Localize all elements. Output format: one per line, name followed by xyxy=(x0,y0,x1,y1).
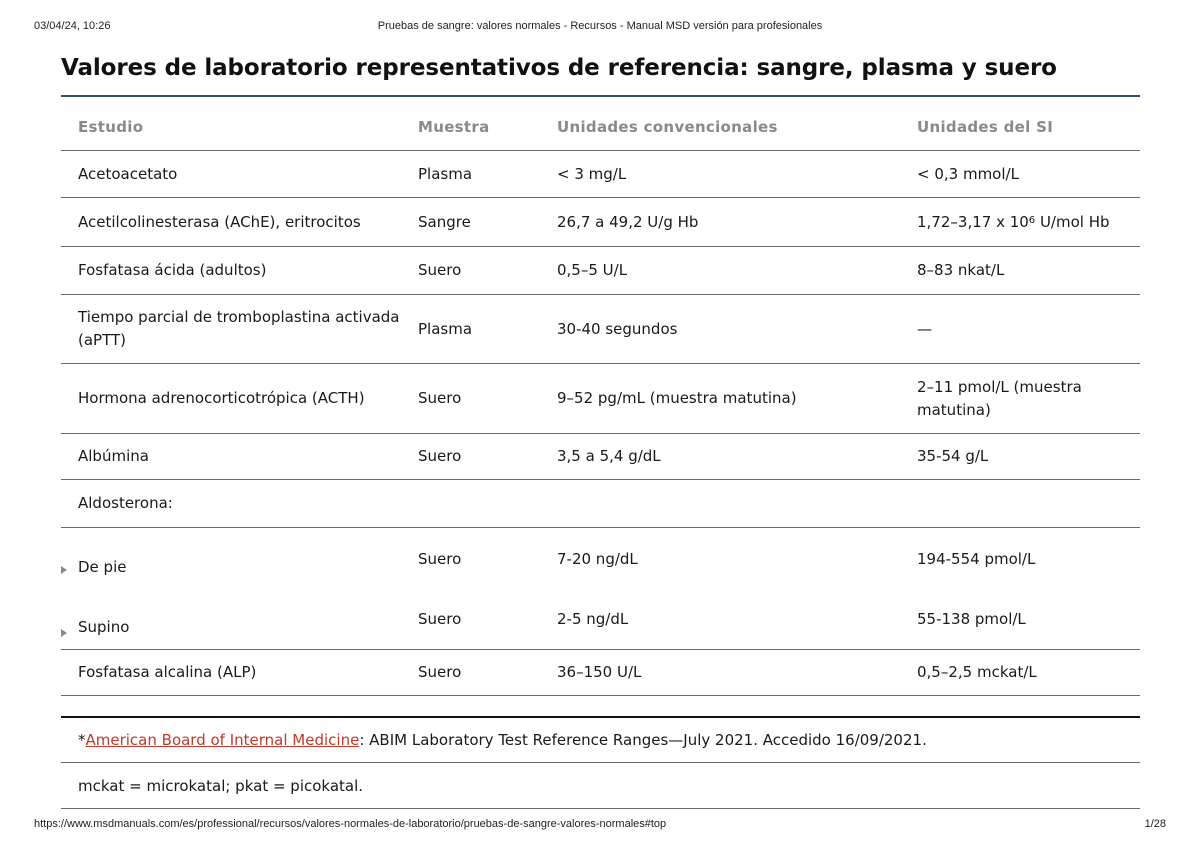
cell-unidades-si: — xyxy=(917,319,932,338)
table-row xyxy=(61,151,1140,198)
cell-unidades-convencionales: 26,7 a 49,2 U/g Hb xyxy=(557,212,699,231)
cell-unidades-si: < 0,3 mmol/L xyxy=(917,164,1019,183)
cell-estudio: Acetoacetato xyxy=(78,164,178,183)
print-footer xyxy=(34,818,1166,832)
bullet-icon xyxy=(61,629,67,637)
cell-unidades-si: 55-138 pmol/L xyxy=(917,610,1026,628)
cell-unidades-convencionales: 3,5 a 5,4 g/dL xyxy=(557,447,661,465)
source-text: : ABIM Laboratory Test Reference Ranges—July 2021. Accedido 16/09/2021. xyxy=(359,731,927,749)
cell-unidades-convencionales: 0,5–5 U/L xyxy=(557,261,628,279)
abbreviation-note: mckat = microkatal; pkat = picokatal. xyxy=(61,763,1140,809)
table-row xyxy=(61,480,1140,528)
print-doc-title: Pruebas de sangre: valores normales - Recursos - Manual MSD versión para profesionales xyxy=(377,20,823,32)
cell-muestra: Suero xyxy=(418,447,462,465)
table-row xyxy=(61,528,1140,590)
source-prefix: * xyxy=(78,731,86,749)
table-header-row xyxy=(61,104,1140,151)
cell-unidades-si: 35-54 g/L xyxy=(917,447,989,465)
cell-estudio: Supino xyxy=(78,618,130,636)
table-row xyxy=(61,650,1140,696)
print-header xyxy=(34,20,1166,34)
table-notes xyxy=(61,716,1140,809)
cell-muestra: Plasma xyxy=(418,164,473,183)
table-row xyxy=(61,295,1140,364)
cell-unidades-convencionales: 2-5 ng/dL xyxy=(557,610,629,628)
print-url: https://www.msdmanuals.com/es/professional/recursos/valores-normales-de-laboratorio/pruebas-de-sangre-valores-normales#top xyxy=(34,818,667,830)
cell-estudio: Tiempo parcial de tromboplastina activada (aPTT) xyxy=(78,308,400,349)
cell-unidades-si: 194-554 pmol/L xyxy=(917,549,1036,568)
cell-unidades-convencionales: 7-20 ng/dL xyxy=(557,549,638,568)
cell-muestra: Plasma xyxy=(418,319,473,338)
cell-unidades-si xyxy=(917,198,1137,246)
cell-estudio: Fosfatasa ácida (adultos) xyxy=(78,261,267,279)
si-value-base: 1,72–3,17 x 10 xyxy=(917,212,1029,231)
si-value-exponent: 6 xyxy=(1028,214,1036,226)
cell-muestra: Suero xyxy=(418,389,462,407)
table-row xyxy=(61,590,1140,650)
cell-estudio: Albúmina xyxy=(78,447,149,465)
print-datetime: 03/04/24, 10:26 xyxy=(34,20,111,32)
cell-muestra: Suero xyxy=(418,549,462,568)
si-value-unit: U/mol Hb xyxy=(1035,212,1110,231)
header-muestra: Muestra xyxy=(418,117,490,136)
cell-unidades-convencionales: 36–150 U/L xyxy=(557,663,642,681)
table-row xyxy=(61,434,1140,480)
page-title: Valores de laboratorio representativos de referencia: sangre, plasma y suero xyxy=(61,55,1057,81)
cell-unidades-convencionales: 30-40 segundos xyxy=(557,319,678,338)
cell-unidades-convencionales: 9–52 pg/mL (muestra matutina) xyxy=(557,389,797,407)
cell-estudio: De pie xyxy=(78,557,127,576)
table-row xyxy=(61,247,1140,295)
page-number: 1/28 xyxy=(1144,818,1166,830)
abim-source-link[interactable]: American Board of Internal Medicine xyxy=(85,731,360,749)
cell-unidades-convencionales: < 3 mg/L xyxy=(557,164,627,183)
cell-unidades-si: 8–83 nkat/L xyxy=(917,261,1005,279)
source-note xyxy=(61,718,1140,763)
header-unidades-si: Unidades del SI xyxy=(917,117,1054,136)
cell-unidades-si: 2–11 pmol/L (muestra matutina) xyxy=(917,377,1082,419)
cell-muestra: Sangre xyxy=(418,212,471,231)
header-estudio: Estudio xyxy=(78,117,144,136)
cell-unidades-si: 0,5–2,5 mckat/L xyxy=(917,663,1037,681)
cell-estudio: Hormona adrenocorticotrópica (ACTH) xyxy=(78,389,365,407)
cell-muestra: Suero xyxy=(418,610,462,628)
cell-muestra: Suero xyxy=(418,261,462,279)
title-divider xyxy=(61,95,1140,97)
cell-muestra: Suero xyxy=(418,663,462,681)
cell-estudio: Aldosterona: xyxy=(78,494,173,512)
bullet-icon xyxy=(61,566,67,574)
reference-values-table xyxy=(61,104,1140,696)
header-unidades-convencionales: Unidades convencionales xyxy=(557,117,778,136)
cell-estudio: Fosfatasa alcalina (ALP) xyxy=(78,663,257,681)
cell-estudio: Acetilcolinesterasa (AChE), eritrocitos xyxy=(78,212,361,231)
table-row xyxy=(61,198,1140,247)
table-row xyxy=(61,364,1140,434)
